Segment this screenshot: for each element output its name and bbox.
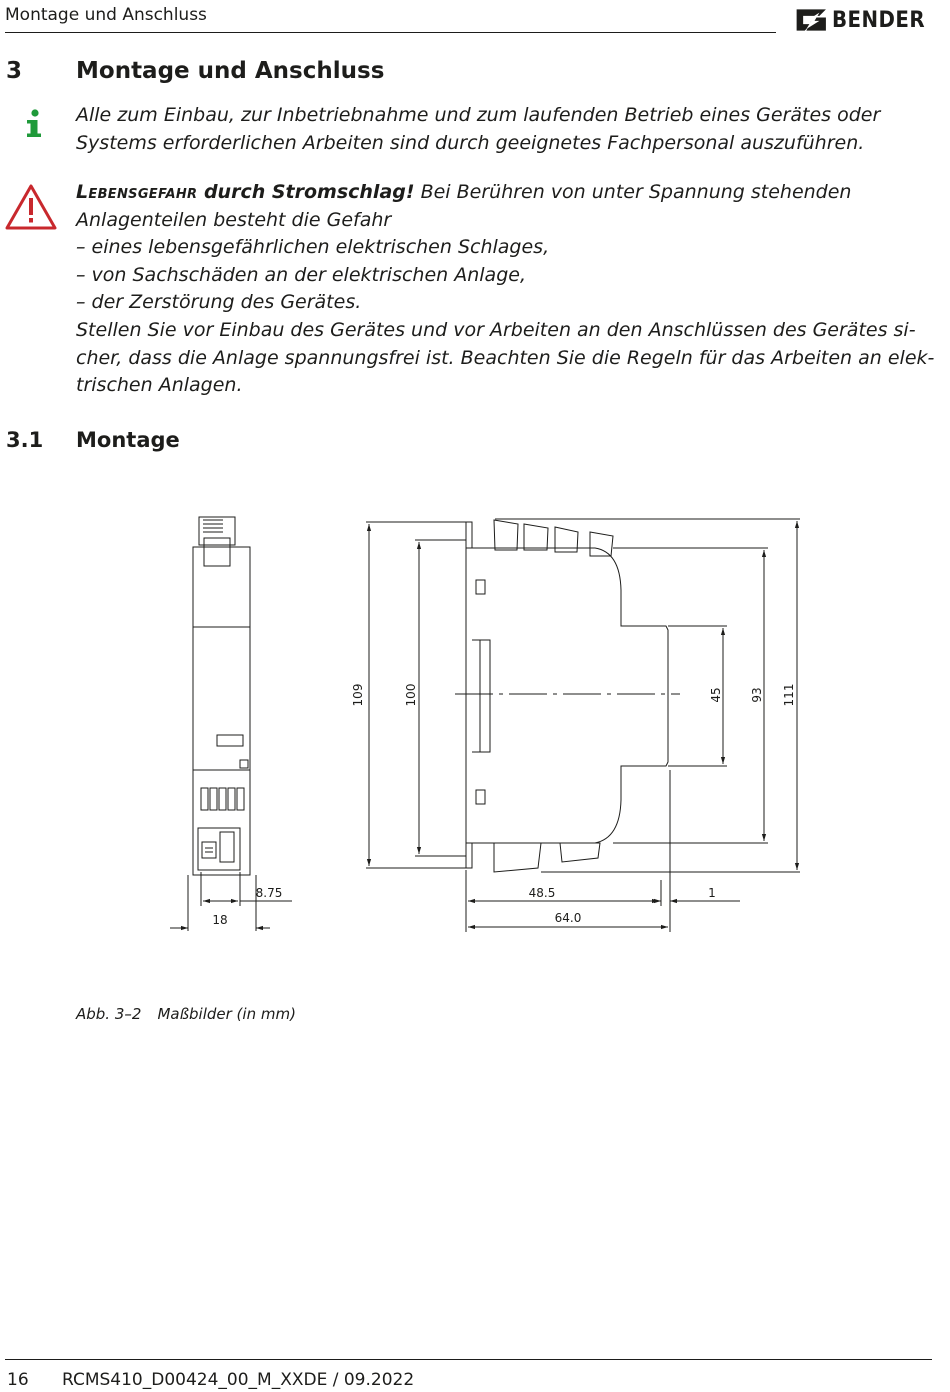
- warning-line: cher, dass die Anlage spannungsfrei ist. Beachten Sie die Regeln für das Arbeiten an elek-: [76, 346, 935, 369]
- warning-line: trischen Anlagen.: [76, 374, 243, 397]
- dim-109: 109: [351, 683, 365, 707]
- warning-text: [76, 179, 935, 400]
- dim-64-0: 64.0: [554, 911, 582, 925]
- warning-list-item: – von Sachschäden an der elektrischen Anlage,: [76, 263, 526, 286]
- warning-line: Stellen Sie vor Einbau des Gerätes und vor Arbeiten an den Anschlüssen des Gerätes si-: [76, 318, 916, 341]
- logo-text: BENDER: [831, 7, 925, 33]
- dim-1: 1: [708, 886, 716, 900]
- warning-first-line: [76, 179, 881, 207]
- warning-line1-rest: Bei Berühren von unter Spannung stehenden: [414, 181, 852, 203]
- warning-list-item: – eines lebensgefährlichen elektrischen Schlages,: [76, 236, 550, 259]
- document-id: RCMS410_D00424_00_M_XXDE / 09.2022: [62, 1370, 415, 1390]
- warning-label: Lebensgefahr: [76, 181, 198, 203]
- caption-text: Maßbilder (in mm): [157, 1005, 296, 1023]
- footer-rule: [5, 1359, 932, 1360]
- header-rule: [5, 32, 776, 33]
- warning-label-rest: durch Stromschlag!: [197, 181, 415, 203]
- subsection-number: 3.1: [6, 428, 44, 452]
- running-header: Montage und Anschluss: [5, 5, 207, 25]
- dimension-drawing: [160, 505, 820, 945]
- dim-48-5: 48.5: [528, 886, 556, 900]
- warning-list-item: – der Zerstörung des Gerätes.: [76, 291, 362, 314]
- side-view: [455, 520, 680, 872]
- figure-caption: [76, 1005, 296, 1023]
- front-view: [193, 517, 250, 875]
- dim-111: 111: [782, 683, 796, 707]
- bender-logo: [795, 4, 935, 36]
- info-icon: [24, 109, 44, 139]
- section-number: 3: [6, 58, 23, 84]
- dim-100: 100: [404, 683, 418, 707]
- dim-93: 93: [750, 687, 764, 703]
- info-note-line: Alle zum Einbau, zur Inbetriebnahme und zum laufenden Betrieb eines Gerätes oder: [76, 104, 881, 126]
- page-number: 16: [7, 1370, 29, 1390]
- info-note-line: Systems erforderlichen Arbeiten sind durch geeignetes Fachpersonal auszuführen.: [76, 131, 865, 154]
- section-title: Montage und Anschluss: [76, 58, 385, 84]
- bender-logo-icon: [795, 5, 828, 35]
- dim-8-75: 8.75: [255, 886, 283, 900]
- dim-45: 45: [709, 687, 723, 703]
- warning-line: Anlagenteilen besteht die Gefahr: [76, 208, 392, 231]
- info-note-text: [76, 102, 881, 157]
- subsection-title: Montage: [76, 428, 180, 452]
- caption-number: Abb. 3–2: [76, 1005, 142, 1023]
- warning-triangle-icon: [4, 183, 58, 231]
- dim-18: 18: [212, 913, 228, 927]
